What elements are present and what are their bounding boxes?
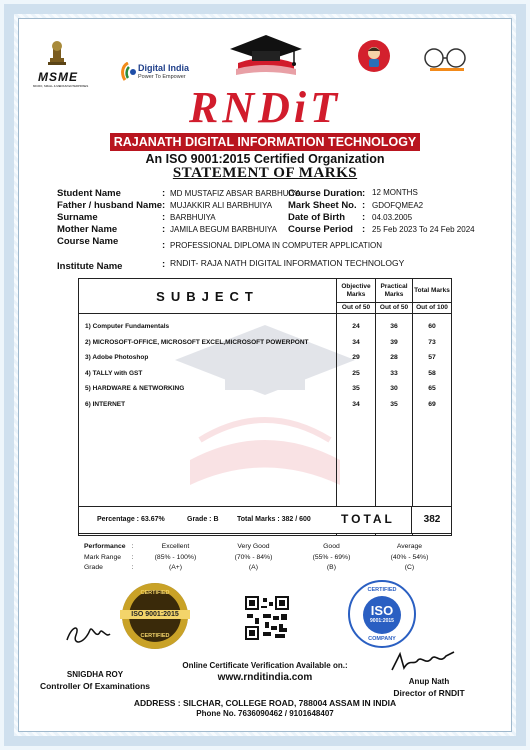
msme-logo-text: MSME [38, 70, 78, 84]
course-period-value: 25 Feb 2023 To 24 Feb 2024 [372, 225, 475, 234]
iso-certification-line: An ISO 9001:2015 Certified Organization [145, 152, 385, 166]
institute-title-bar: RAJANATH DIGITAL INFORMATION TECHNOLOGY [110, 133, 420, 151]
grade-level-grade: (A+) [168, 564, 182, 571]
right-signatory-name: Anup Nath [408, 677, 450, 686]
practical-header: Practical Marks [376, 279, 413, 303]
father-name-value: MUJAKKIR ALI BARBHUIYA [170, 201, 273, 210]
grade-level-grade: (B) [326, 564, 336, 571]
practical-mark: 30 [390, 385, 398, 393]
mother-name-label: Mother Name [57, 224, 118, 235]
total-marks-text: Total Marks : 382 / 600 [237, 516, 311, 523]
dob-colon: : [362, 212, 366, 223]
subject-row: 2) MICROSOFT-OFFICE, MICROSOFT EXCEL,MICROSOFT POWERPONT [85, 338, 309, 346]
subject-row: 4) TALLY with GST [85, 369, 143, 377]
objective-mark: 29 [352, 354, 360, 362]
marksheet-no-colon: : [362, 200, 366, 211]
grade-level-range: (85% - 100%) [154, 553, 197, 561]
institute-name-label: Institute Name [57, 261, 123, 272]
institute-name-colon: : [162, 259, 166, 270]
objective-mark: 35 [352, 385, 360, 393]
subject-row: 3) Adobe Photoshop [85, 354, 149, 362]
course-period-label: Course Period [288, 224, 353, 235]
total-header: Total Marks [413, 279, 452, 303]
course-name-colon: : [162, 240, 166, 251]
percentage-text: Percentage : 63.67% [97, 516, 165, 523]
brand-logo: RNDiT [189, 83, 341, 132]
graduation-cap-icon [228, 33, 304, 85]
grade-level-grade: (A) [248, 564, 258, 571]
mark-range-label: Mark Range [84, 553, 122, 561]
blue-seal-top: CERTIFIED [367, 587, 397, 593]
left-signatory-title: Controller Of Examinations [39, 681, 151, 691]
subject-header: SUBJECT [79, 279, 337, 314]
total-mark: 60 [428, 323, 436, 331]
practical-mark: 33 [390, 369, 398, 377]
practical-column [376, 314, 413, 536]
surname-label: Surname [57, 212, 98, 223]
grading-colon: : [131, 553, 134, 561]
practical-out-of: Out of 50 [376, 303, 413, 314]
left-signature-icon [62, 620, 112, 650]
mother-name-value: JAMILA BEGUM BARBHUIYA [170, 225, 277, 234]
verification-text: Online Certificate Verification Available on.: [182, 661, 348, 670]
blue-iso-seal [348, 580, 416, 648]
phone-line: Phone No. 7636090462 / 9101648407 [196, 709, 334, 718]
total-value-box [411, 507, 452, 533]
blue-seal-bottom: COMPANY [368, 636, 396, 642]
blue-seal-mid: ISO [370, 603, 394, 618]
grading-colon: : [131, 564, 134, 571]
digital-india-icon [120, 62, 138, 82]
dob-value: 04.03.2005 [372, 213, 413, 222]
grade-level-name: Excellent [161, 543, 190, 550]
practical-mark: 39 [390, 338, 398, 346]
practical-mark: 28 [390, 354, 398, 362]
total-mark: 69 [428, 400, 436, 408]
total-mark: 73 [428, 338, 436, 346]
blue-seal-disc [363, 596, 401, 634]
subjects-list [79, 314, 337, 536]
grade-level-range: (40% - 54%) [390, 553, 429, 561]
emblem-icon [44, 40, 70, 68]
subject-row: 1) Computer Fundamentals [85, 323, 170, 331]
swachh-bharat-logo [422, 46, 472, 72]
course-duration-label: Course Duration [288, 188, 363, 199]
total-column [413, 314, 452, 536]
grading-scheme [80, 541, 449, 575]
objective-header: Objective Marks [337, 279, 376, 303]
grading-colon: : [131, 543, 134, 550]
total-label: TOTAL [341, 512, 395, 526]
performance-label: Performance [84, 543, 126, 550]
dob-label: Date of Birth [288, 212, 345, 223]
total-mark: 57 [428, 354, 436, 362]
marksheet-no-label: Mark Sheet No. [288, 200, 357, 211]
total-mark: 65 [428, 385, 436, 393]
left-signatory-name: SNIGDHA ROY [66, 670, 124, 679]
practical-mark: 35 [390, 400, 398, 408]
student-name-label: Student Name [57, 188, 121, 199]
document-title: STATEMENT OF MARKS [172, 165, 358, 181]
beti-bachao-logo [358, 40, 390, 72]
total-mark: 58 [428, 369, 436, 377]
grade-text: Grade : B [187, 516, 219, 523]
marksheet-no-value: GDOFQMEA2 [372, 201, 424, 210]
marks-table [78, 278, 452, 536]
gold-seal-top: CERTIFIED [140, 590, 170, 596]
objective-column [337, 314, 376, 536]
objective-mark: 34 [352, 400, 360, 408]
grade-level-range: (70% - 84%) [234, 553, 273, 561]
student-name-colon: : [162, 188, 166, 199]
objective-mark: 25 [352, 369, 360, 377]
address-line: ADDRESS : SILCHAR, COLLEGE ROAD, 788004 ASSAM IN INDIA [133, 698, 397, 708]
father-name-label: Father / husband Name [57, 200, 163, 211]
digital-india-logo [120, 60, 200, 84]
surname-colon: : [162, 212, 166, 223]
gold-iso-seal [122, 583, 188, 649]
grade-level-range: (55% - 69%) [312, 553, 351, 561]
course-duration-colon: : [362, 188, 366, 199]
student-name-value: MD MUSTAFIZ ABSAR BARBHUIYA [170, 189, 301, 198]
course-duration-value: 12 MONTHS [372, 188, 418, 197]
total-value: 382 [423, 514, 441, 525]
grade-level-name: Average [396, 543, 423, 550]
institute-name-value: RNDIT- RAJA NATH DIGITAL INFORMATION TECHNOLOGY [170, 258, 405, 268]
grade-level-name: Good [323, 543, 340, 550]
digital-india-tagline: Power To Empower [138, 74, 186, 80]
gold-seal-mid: ISO 9001:2015 [120, 610, 190, 619]
total-out-of: Out of 100 [413, 303, 452, 314]
father-name-colon: : [162, 200, 166, 211]
grade-level-grade: (C) [404, 564, 415, 571]
course-name-label: Course Name [57, 236, 119, 247]
subject-row: 6) INTERNET [85, 400, 126, 408]
mother-name-colon: : [162, 224, 166, 235]
subject-row: 5) HARDWARE & NETWORKING [85, 385, 185, 393]
msme-logo [33, 70, 89, 88]
gold-seal-bottom: CERTIFIED [140, 633, 170, 639]
msme-logo-sub: MICRO, SMALL & MEDIUM ENTERPRISES [33, 84, 89, 88]
objective-mark: 24 [352, 323, 360, 331]
course-name-value: PROFESSIONAL DIPLOMA IN COMPUTER APPLICATION [170, 241, 383, 250]
digital-india-title: Digital India [138, 63, 190, 73]
objective-mark: 34 [352, 338, 360, 346]
practical-mark: 36 [390, 323, 398, 331]
grade-label: Grade [84, 564, 103, 571]
right-signature-icon [388, 648, 458, 674]
blue-seal-sub: 9001:2015 [370, 618, 394, 624]
website-link[interactable]: www.rnditindia.com [217, 672, 313, 683]
surname-value: BARBHUIYA [170, 213, 216, 222]
qr-code-icon [245, 596, 289, 640]
grade-level-name: Very Good [237, 543, 270, 550]
summary-row [78, 506, 452, 534]
course-period-colon: : [362, 224, 366, 235]
objective-out-of: Out of 50 [337, 303, 376, 314]
right-signatory-title: Director of RNDIT [393, 688, 465, 698]
